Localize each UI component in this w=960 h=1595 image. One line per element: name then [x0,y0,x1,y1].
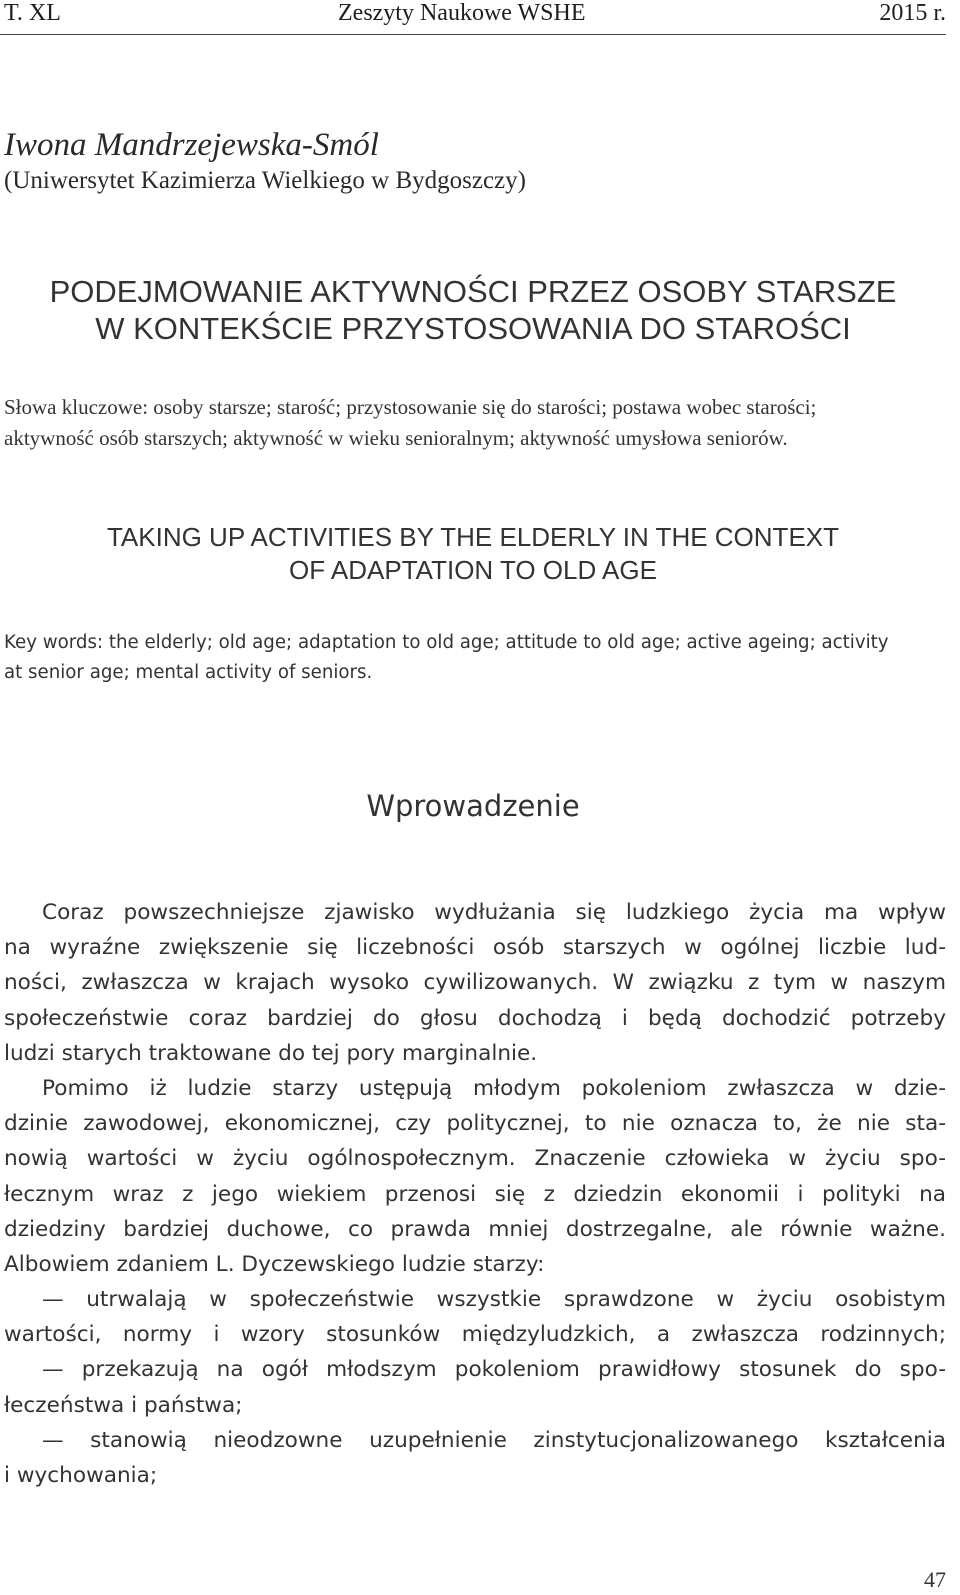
body-line: łeczeństwa i państwa; [4,1392,243,1418]
body-line: na wyraźne zwiększenie się liczebności osób starszych w ogólnej liczbie lud- [4,935,946,961]
body-line: społeczeństwie coraz bardziej do głosu dochodzą i będą dochodzić potrzeby [4,1005,946,1031]
title-polish [0,273,946,347]
title-english-line: OF ADAPTATION TO OLD AGE [289,555,657,585]
volume-label: T. XL [4,0,61,26]
keywords-polish-line: aktywność osób starszych; aktywność w wieku senioralnym; aktywność umysłowa seniorów. [4,426,788,450]
body-line: Albowiem zdaniem L. Dyczewskiego ludzie starzy: [4,1251,545,1277]
running-header [0,0,946,35]
keywords-english-line: at senior age; mental activity of seniors. [4,662,373,683]
body-line: — utrwalają w społeczeństwie wszystkie sprawdzone w życiu osobistym [42,1287,946,1313]
body-line: dzinie zawodowej, ekonomicznej, czy politycznej, to nie oznacza to, że nie sta- [4,1111,946,1137]
body-line: — stanowią nieodzowne uzupełnienie zinstytucjonalizowanego kształcenia [42,1427,946,1453]
keywords-polish [4,392,946,454]
body-line: Coraz powszechniejsze zjawisko wydłużania się ludzkiego życia ma wpływ [42,900,946,925]
title-polish-line: PODEJMOWANIE AKTYWNOŚCI PRZEZ OSOBY STARSZE [49,274,897,309]
year-label: 2015 r. [879,0,946,26]
body-line: i wychowania; [4,1463,158,1488]
title-english-line: TAKING UP ACTIVITIES BY THE ELDERLY IN THE CONTEXT [106,522,840,552]
body-line: łecznym wraz z jego wiekiem przenosi się z dziedzin ekonomii i polityki na [4,1181,946,1207]
body-line: — przekazują na ogół młodszym pokoleniom prawidłowy stosunek do spo- [42,1357,946,1383]
page-number: 47 [924,1567,946,1592]
title-polish-line: W KONTEKŚCIE PRZYSTOSOWANIA DO STAROŚCI [95,311,851,346]
body-line: ności, zwłaszcza w krajach wysoko cywilizowanych. W związku z tym w naszym [4,970,946,996]
body-line: Pomimo iż ludzie starzy ustępują młodym pokoleniom zwłaszcza w dzie- [42,1075,946,1101]
author-affiliation: (Uniwersytet Kazimierza Wielkiego w Bydgoszczy) [4,167,526,194]
body-line: wartości, normy i wzory stosunków międzyludzkich, a zwłaszcza rodzinnych; [4,1322,946,1348]
keywords-polish-line: Słowa kluczowe: osoby starsze; starość; przystosowanie się do starości; postawa wobec starości; [4,395,817,419]
keywords-english-line: Key words: the elderly; old age; adaptation to old age; attitude to old age; active ageing; activity [4,632,889,653]
journal-name: Zeszyty Naukowe WSHE [338,0,586,26]
keywords-english [4,628,948,688]
body-line: ludzi starych traktowane do tej pory marginalnie. [4,1040,538,1066]
author-name: Iwona Mandrzejewska-Smól [4,127,379,163]
title-english [0,521,946,587]
body-line: dziedziny bardziej duchowe, co prawda mniej dostrzegalne, ale równie ważne. [4,1216,946,1242]
section-heading: Wprowadzenie [366,789,580,823]
body-text [4,895,946,1493]
body-line: nowią wartości w życiu ogólnospołecznym. Znaczenie człowieka w życiu spo- [4,1146,946,1172]
